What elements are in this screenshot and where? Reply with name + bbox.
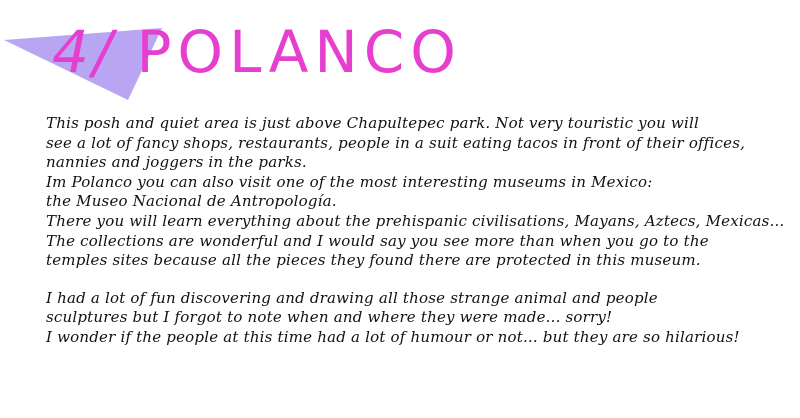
heading-number: 4/ [52, 18, 117, 86]
text-line: see a lot of fancy shops, restaurants, people in a suit eating tacos in front of their offices, [46, 133, 746, 152]
paragraph-2 [46, 289, 786, 348]
text-line: This posh and quiet area is just above Chapultepec park. Not very touristic you will [46, 114, 699, 132]
text-line: I wonder if the people at this time had a lot of humour or not... but they are so hilarious! [46, 327, 740, 346]
paragraph-1 [46, 114, 786, 271]
text-line: There you will learn everything about the prehispanic civilisations, Mayans, Aztecs, Mexicas... [46, 211, 785, 230]
text-line: Im Polanco you can also visit one of the most interesting museums in Mexico: [46, 172, 653, 191]
text-line: I had a lot of fun discovering and drawing all those strange animal and people [46, 288, 658, 307]
text-line: sculptures but I forgot to note when and where they were made... sorry! [46, 308, 613, 327]
heading-title: POLANCO [136, 18, 462, 86]
page-heading [52, 16, 462, 88]
paragraph-gap [46, 271, 786, 289]
text-line: The collections are wonderful and I would say you see more than when you go to the [46, 231, 709, 250]
text-line: nannies and joggers in the parks. [46, 153, 307, 172]
text-line: the Museo Nacional de Antropología. [46, 192, 337, 211]
text-line: temples sites because all the pieces they found there are protected in this museum. [46, 251, 701, 270]
body-text [46, 114, 786, 348]
